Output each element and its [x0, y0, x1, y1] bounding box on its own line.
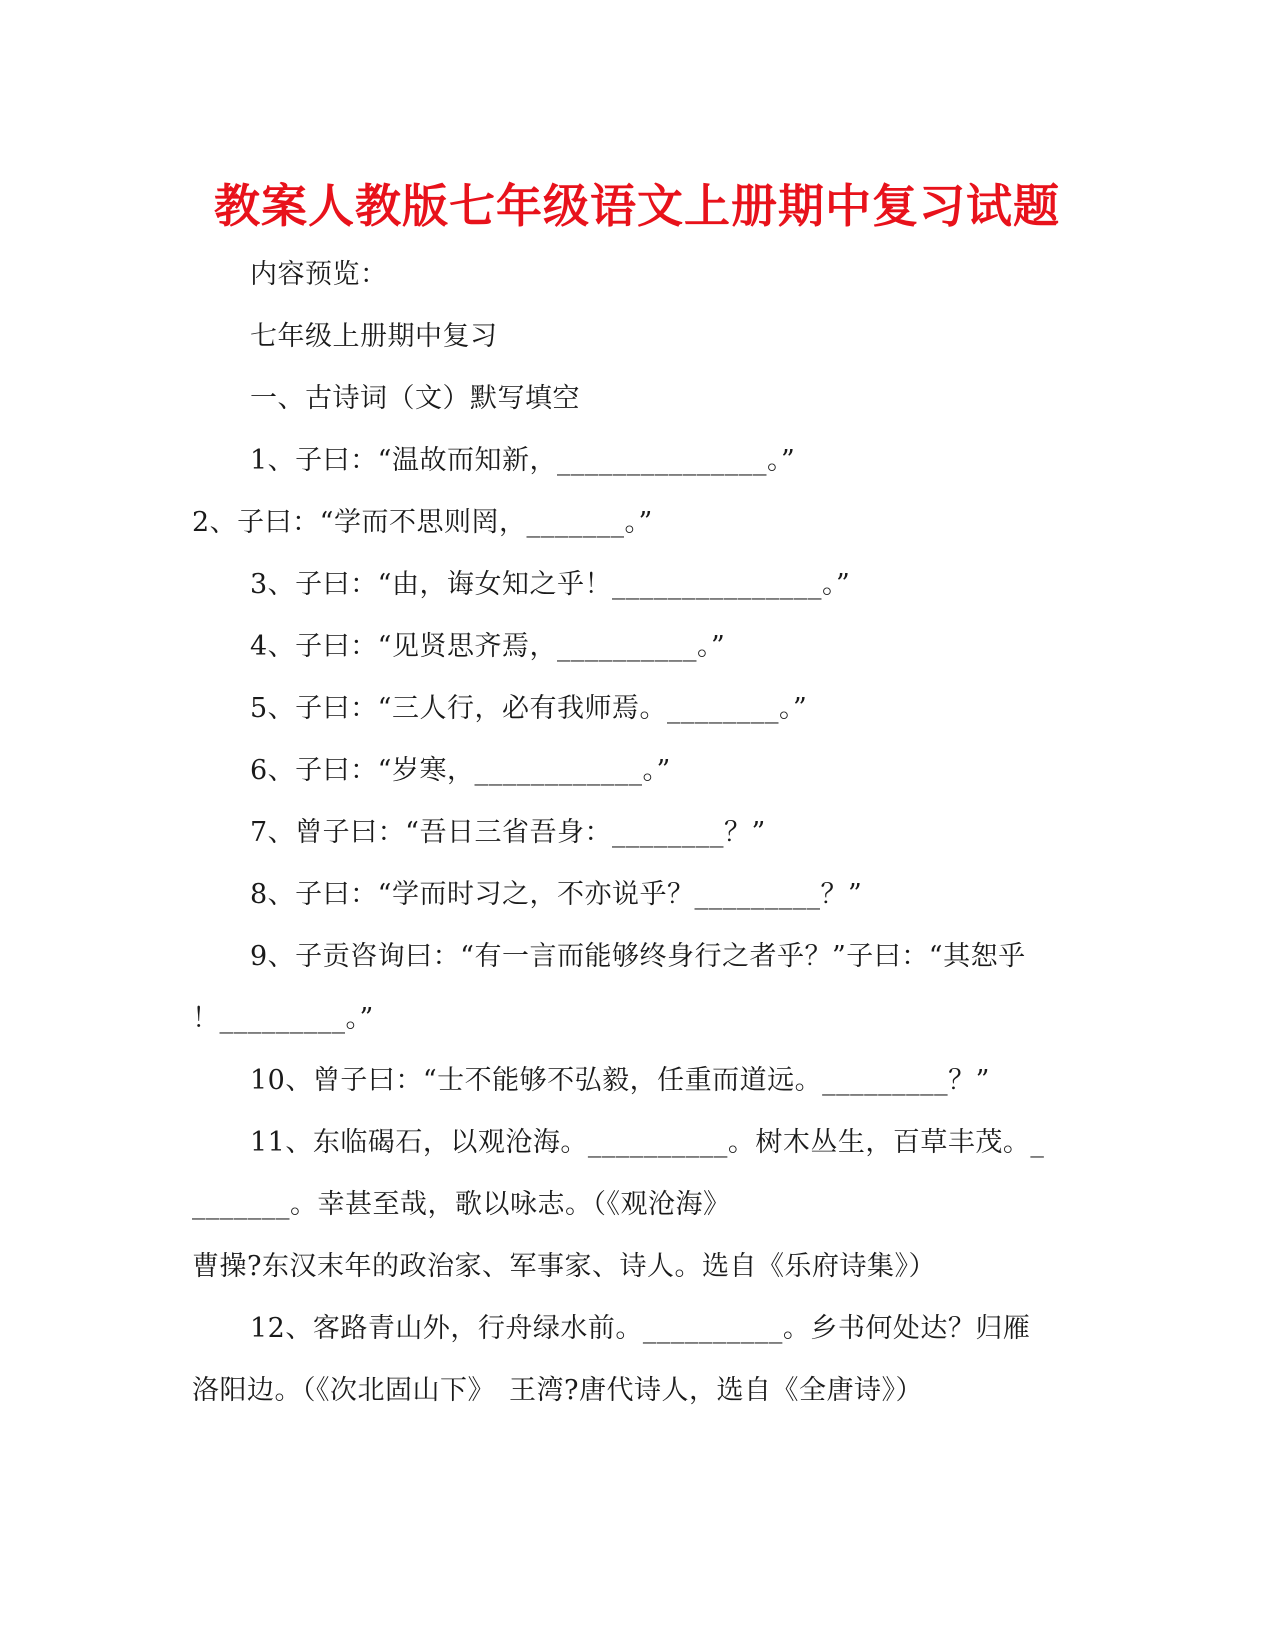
question-12: 12、客路青山外，行舟绿水前。__________。乡书何处达？归雁 [250, 1313, 1031, 1344]
question-3: 3、子曰：“由，诲女知之乎！_______________。” [250, 569, 851, 600]
question-4: 4、子曰：“见贤思齐焉，__________。” [250, 631, 726, 662]
question-5: 5、子曰：“三人行，必有我师焉。________。” [250, 693, 808, 724]
question-2: 2、子曰：“学而不思则罔，_______。” [192, 507, 653, 538]
question-6: 6、子曰：“岁寒，____________。” [250, 755, 671, 786]
question-11-source: 曹操?东汉末年的政治家、军事家、诗人。选自《乐府诗集》） [192, 1251, 936, 1282]
question-9-continued: ！_________。” [192, 1003, 374, 1034]
question-10: 10、曾子曰：“士不能够不弘毅，任重而道远。_________？” [250, 1065, 990, 1096]
document-title: 教案人教版七年级语文上册期中复习试题 [214, 179, 1060, 233]
question-1: 1、子曰：“温故而知新，_______________。” [250, 445, 796, 476]
preview-label: 内容预览： [250, 259, 388, 290]
question-7: 7、曾子曰：“吾日三省吾身：________？” [250, 817, 766, 848]
question-8: 8、子曰：“学而时习之，不亦说乎？_________？” [250, 879, 863, 910]
question-12-continued: 洛阳边。（《次北固山下》 王湾?唐代诗人，选自《全唐诗》） [192, 1375, 923, 1406]
question-11-continued: _______。幸甚至哉，歌以咏志。（《观沧海》 [192, 1189, 731, 1220]
question-9: 9、子贡咨询曰：“有一言而能够终身行之者乎？”子曰：“其恕乎 [250, 941, 1026, 972]
part-heading: 一、古诗词（文）默写填空 [250, 383, 580, 414]
section-heading: 七年级上册期中复习 [250, 321, 498, 352]
question-11: 11、东临碣石，以观沧海。__________。树木丛生，百草丰茂。_ [250, 1127, 1045, 1158]
